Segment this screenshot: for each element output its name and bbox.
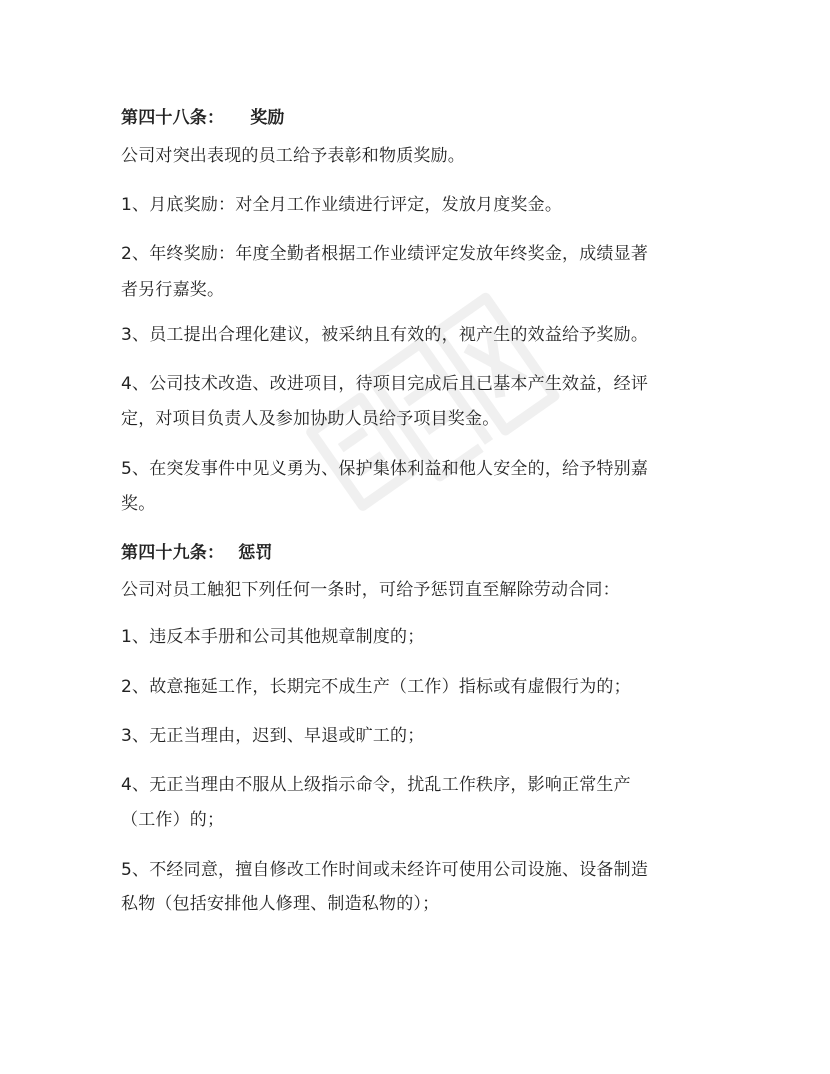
section-48-item-4-line-2: 定，对项目负责人及参加协助人员给予项目奖金。 [121, 409, 500, 429]
section-48-title: 奖励 [250, 108, 285, 128]
section-49-item-3: 3、无正当理由，迟到、早退或旷工的； [121, 726, 425, 746]
section-48-item-2-line-1: 2、年终奖励：年度全勤者根据工作业绩评定发放年终奖金，成绩显著 [121, 244, 649, 264]
section-48-item-5-line-2: 奖。 [121, 494, 156, 514]
section-49-intro: 公司对员工触犯下列任何一条时，可给予惩罚直至解除劳动合同： [121, 580, 620, 600]
section-48-item-5-line-1: 5、在突发事件中见义勇为、保护集体利益和他人安全的，给予特别嘉 [121, 459, 649, 479]
section-48-item-2-line-2: 者另行嘉奖。 [121, 280, 225, 300]
section-48-number: 第四十八条： [121, 108, 225, 128]
section-49-title: 惩罚 [238, 543, 273, 563]
section-48-item-3: 3、员工提出合理化建议，被采纳且有效的，视产生的效益给予奖励。 [121, 325, 649, 345]
section-49-item-5-line-2: 私物（包括安排他人修理、制造私物的）； [121, 894, 440, 914]
section-48-intro: 公司对突出表现的员工给予表彰和物质奖励。 [121, 146, 465, 166]
section-49-item-5-line-1: 5、不经同意，擅自修改工作时间或未经许可使用公司设施、设备制造 [121, 860, 649, 880]
section-48-item-4-line-1: 4、公司技术改造、改进项目，待项目完成后且已基本产生效益，经评 [121, 374, 649, 394]
section-49-number: 第四十九条： [121, 543, 225, 563]
section-49-item-1: 1、违反本手册和公司其他规章制度的； [121, 627, 425, 647]
section-49-item-2: 2、故意拖延工作，长期完不成生产（工作）指标或有虚假行为的； [121, 677, 631, 697]
section-48-heading [121, 108, 285, 128]
section-48-item-1: 1、月底奖励：对全月工作业绩进行评定，发放月度奖金。 [121, 195, 563, 215]
section-49-item-4-line-2: （工作）的； [121, 810, 225, 830]
section-49-heading [121, 543, 273, 563]
section-49-item-4-line-1: 4、无正当理由不服从上级指示命令，扰乱工作秩序，影响正常生产 [121, 775, 631, 795]
